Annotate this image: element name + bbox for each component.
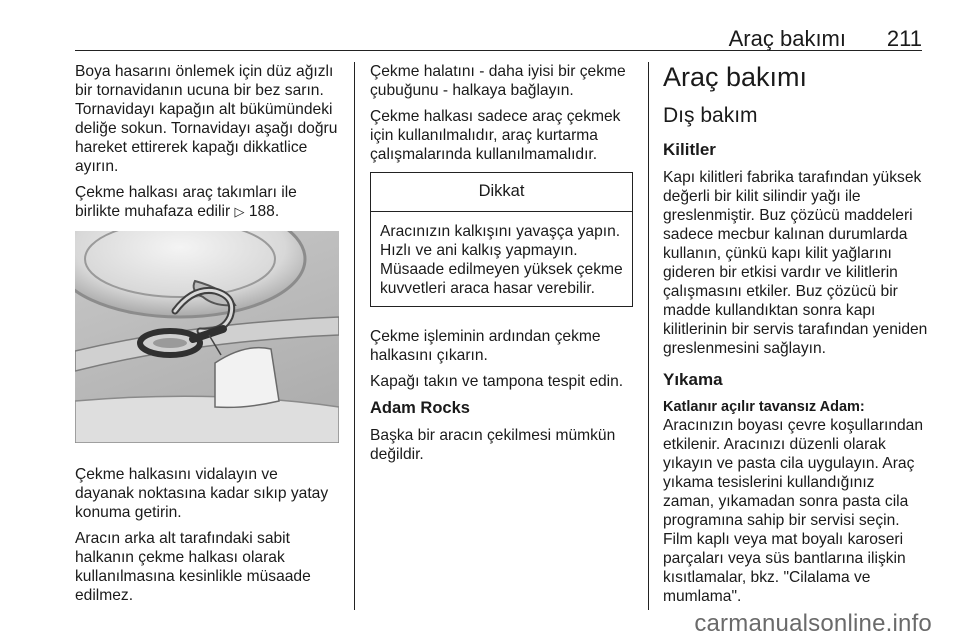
column-divider [354, 62, 355, 610]
paragraph: Çekme halkası sadece araç çekmek için kullanılmalıdır, araç kurtarma çalışmalarında kullanılmamalıdır. [370, 108, 621, 163]
paragraph-text: Aracınızın boyası çevre koşullarından etkilenir. Aracınızı düzenli olarak yıkayın ve pasta cila uygulayın. Araç yıkama tesislerini kullandığınız zaman, yıkamadan sonra pasta cila programına sahip bir servisi seçin. Film kaplı veya mat boyalı karoseri parçaları veya süs bantlarına ilişkin kısıtlamalar, bkz. "Cilalama ve mumlama". [663, 417, 924, 605]
chapter-title: Araç bakımı [728, 26, 846, 51]
paragraph [663, 398, 928, 606]
locks-heading: Kilitler [663, 140, 716, 159]
caution-title: Dikkat [371, 173, 632, 212]
paragraph: Boya hasarını önlemek için düz ağızlı bir tornavidanın ucuna bir bez sarın. Tornavidayı kapağın alt bükümündeki deliğe sokun. Tornavidayı aşağı doğru hareket ettirerek kapağı dikkatlice ayırın. [75, 63, 338, 175]
column-right [663, 62, 928, 618]
paragraph: Çekme halatını - daha iyisi bir çekme çubuğunu - halkaya bağlayın. [370, 63, 626, 99]
paragraph: Aracın arka alt tarafındaki sabit halkanın çekme halkası olarak kullanılmasına kesinlikle müsaade edilmez. [75, 530, 311, 604]
caution-text: Aracınızın kalkışını yavaşça yapın. Hızlı ve ani kalkış yapmayın. Müsaade edilmeyen yüksek çekme kuvvetleri araca hasar verebilir. [380, 223, 623, 297]
caution-box [370, 172, 633, 307]
washing-heading: Yıkama [663, 370, 723, 389]
reference-arrow-icon[interactable]: ▷ [234, 204, 245, 219]
paragraph: Kapı kilitleri fabrika tarafından yüksek değerli bir kilit silindir yağı ile greslenmiştir. Buz çözücü maddeleri sadece mecbur kalınan durumlarda kullanın, çünkü kapı kilit yağlarını gideren bir etkisi vardır ve kilitlerin çalışmasını etkiler. Buz çözücü bir madde kullandıktan sonra kapı kilitlerinin bir servis tarafından yeniden greslenmesini sağlayın. [663, 169, 928, 357]
column-divider [648, 62, 649, 610]
watermark: carmanualsonline.info [694, 610, 932, 637]
subsection-title: Dış bakım [663, 104, 758, 127]
adam-rocks-heading: Adam Rocks [370, 399, 470, 417]
paragraph-with-reference [75, 183, 340, 221]
paragraph-lead: Katlanır açılır tavansız Adam: [663, 399, 865, 415]
paragraph: Kapağı takın ve tampona tespit edin. [370, 373, 624, 390]
paragraph: Çekme halkasını vidalayın ve dayanak noktasına kadar sıkıp yatay konuma getirin. [75, 466, 329, 521]
section-title: Araç bakımı [663, 62, 808, 92]
tow-eye-illustration [75, 231, 339, 443]
column-middle [370, 62, 633, 471]
reference-page[interactable]: 188. [248, 203, 280, 220]
paragraph-text: Çekme halkası araç takımları ile birlikte muhafaza edilir [75, 184, 297, 220]
tow-eye-drawing [75, 231, 339, 443]
paragraph: Başka bir aracın çekilmesi mümkün değildir. [370, 427, 616, 463]
page-number: 211 [886, 26, 922, 51]
column-left [75, 62, 340, 612]
page-header [75, 20, 922, 51]
paragraph: Çekme işleminin ardından çekme halkasını çıkarın. [370, 328, 601, 364]
